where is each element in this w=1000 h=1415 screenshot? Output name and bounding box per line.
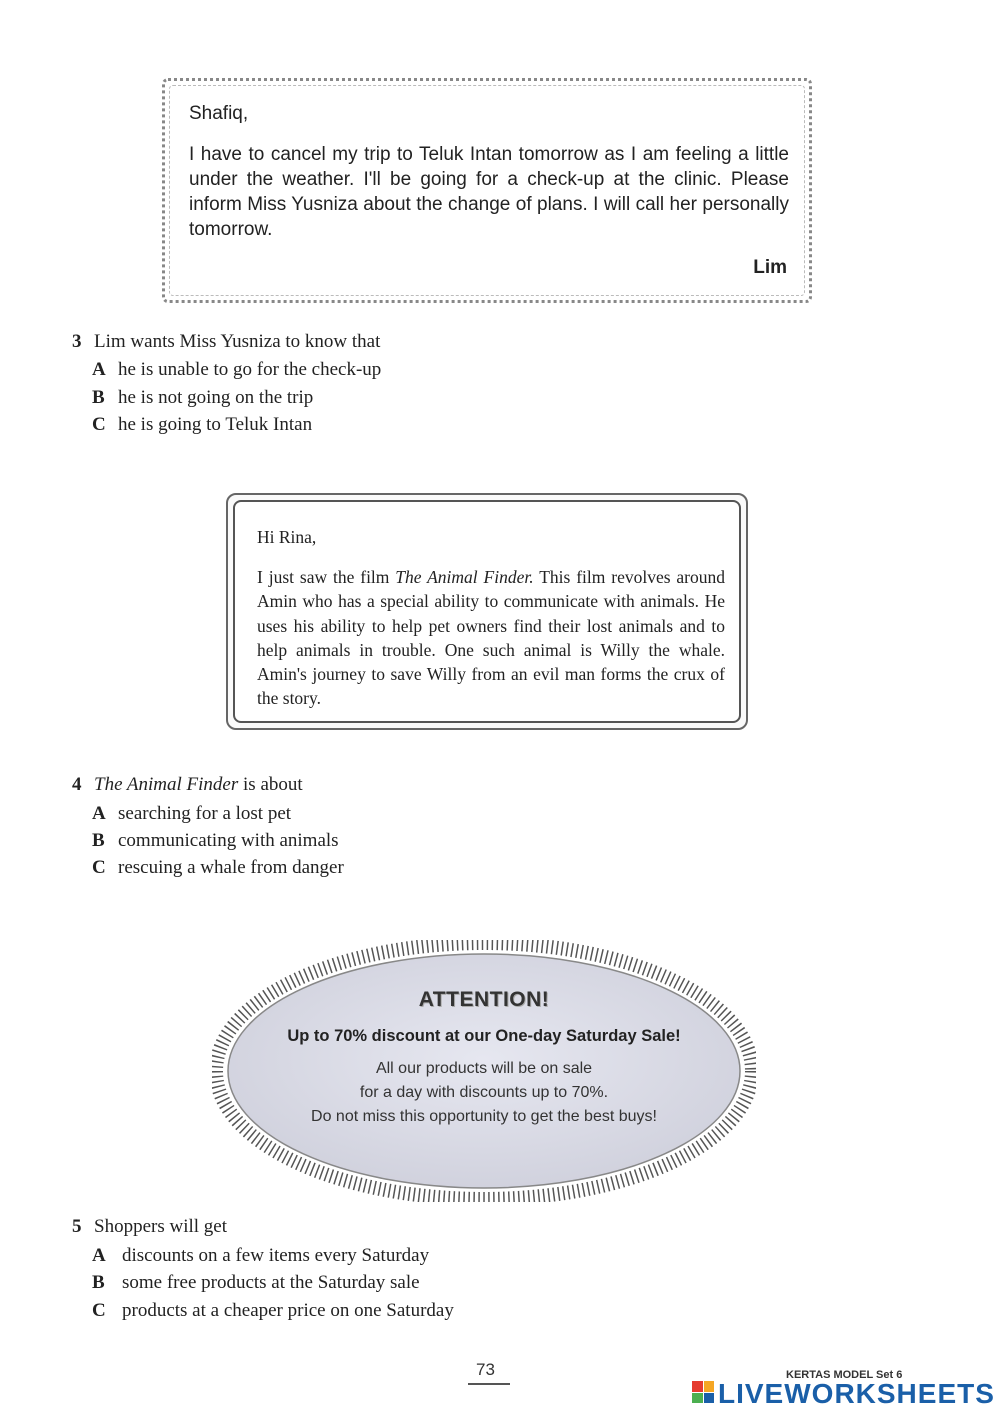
option-text: discounts on a few items every Saturday [122,1245,430,1266]
question-4-title: The Animal Finder [94,774,239,795]
q4-option-c[interactable] [92,857,344,879]
q5-option-c[interactable] [92,1300,454,1322]
question-3-stem: Lim wants Miss Yusniza to know that [94,331,381,352]
q3-option-b[interactable] [92,387,313,409]
option-text: products at a cheaper price on one Saturday [122,1300,454,1321]
q5-option-b[interactable] [92,1272,420,1294]
sale-heading: ATTENTION! [418,988,550,1011]
option-letter: B [92,387,105,408]
question-4-number: 4 [72,774,82,795]
sale-notice [212,940,756,1202]
note2-film-title: The Animal Finder. [395,567,534,587]
q3-option-c[interactable] [92,414,312,436]
option-letter: C [92,1300,106,1321]
question-3-number: 3 [72,331,82,352]
option-text: he is going to Teluk Intan [118,414,313,435]
option-text: some free products at the Saturday sale [122,1272,420,1293]
note-rina [226,493,748,730]
page-number-underline [468,1383,510,1385]
option-text: he is not going on the trip [118,387,314,408]
liveworksheets-logo-icon [692,1381,714,1403]
option-letter: B [92,1272,105,1293]
option-letter: A [92,1245,106,1266]
question-5-number: 5 [72,1216,82,1237]
option-text: rescuing a whale from danger [118,857,344,878]
note1-body: I have to cancel my trip to Teluk Intan tomorrow as I am feeling a little under the weather. I'll be going for a check-up at the clinic. Please inform Miss Yusniza about the change of plans. I will call her personally tomorrow. [189,144,789,240]
note2-body-start: I just saw the film [257,567,396,587]
question-3 [72,331,380,353]
note-shafiq [162,78,812,303]
note2-inner-frame [233,500,741,723]
note1-signoff: Lim [753,257,787,278]
page-number: 73 [476,1360,495,1379]
series-label: KERTAS MODEL Set 6 [786,1369,903,1381]
option-letter: B [92,830,105,851]
question-4 [72,774,303,796]
sale-line-3: Do not miss this opportunity to get the best buys! [311,1108,657,1125]
sale-subheading: Up to 70% discount at our One-day Saturday Sale! [287,1027,681,1045]
option-text: communicating with animals [118,830,339,851]
q4-option-b[interactable] [92,830,339,852]
sale-line-1: All our products will be on sale [375,1060,593,1077]
q3-option-a[interactable] [92,359,381,381]
note1-greeting: Shafiq, [189,103,249,124]
note2-greeting: Hi Rina, [257,527,317,547]
option-text: he is unable to go for the check-up [118,359,382,380]
question-5-stem: Shoppers will get [94,1216,227,1237]
option-letter: A [92,803,106,824]
note2-body-end: This film revolves around Amin who has a special ability to communicate with animals. He uses his ability to help pet owners find their lost animals and to help animals in trouble. One such animal is Willy the whale. Amin's journey to save Willy from an evil man forms the crux of the story. [257,567,725,709]
option-text: searching for a lost pet [118,803,292,824]
option-letter: A [92,359,106,380]
option-letter: C [92,414,106,435]
question-4-stem: is about [238,774,303,795]
sale-line-2: for a day with discounts up to 70%. [359,1084,609,1101]
question-5 [72,1216,227,1238]
note2-body [257,565,725,711]
q5-option-a[interactable] [92,1245,429,1267]
q4-option-a[interactable] [92,803,291,825]
liveworksheets-logo-text[interactable]: LIVEWORKSHEETS [718,1378,995,1409]
option-letter: C [92,857,106,878]
